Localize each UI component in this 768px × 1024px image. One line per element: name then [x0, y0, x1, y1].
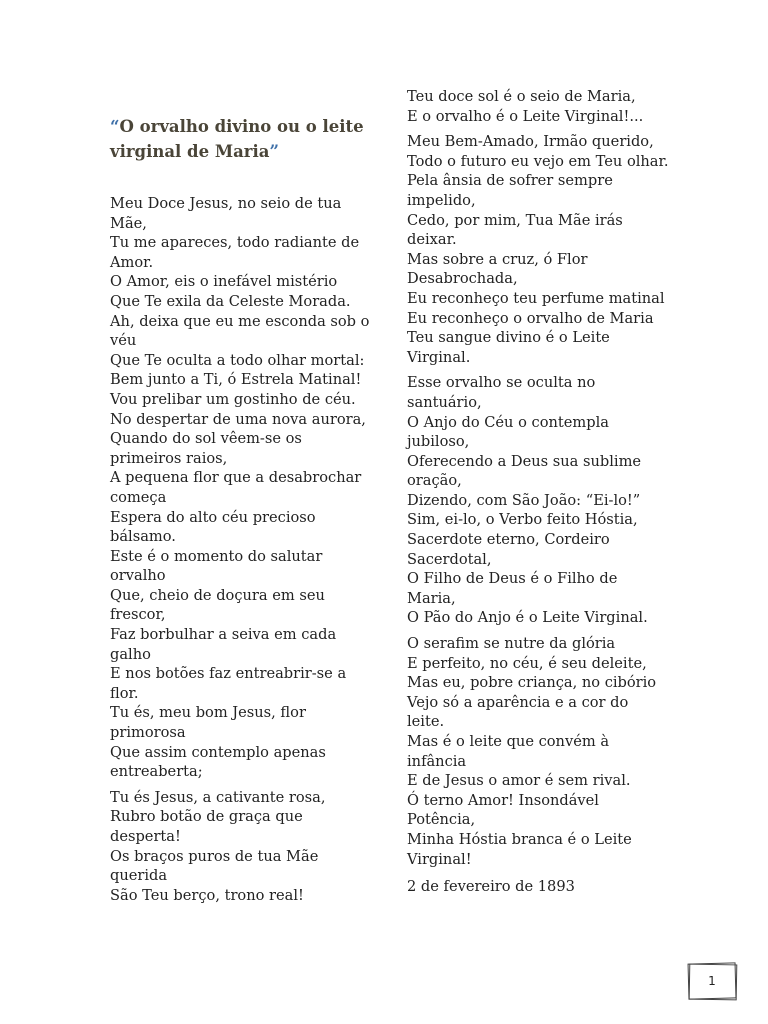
stanza: Tu és Jesus, a cativante rosa, Rubro botão de graça que desperta! Os braços puros de tua Mãe querida São Teu berço, trono real!: [110, 788, 326, 904]
poem-title: [110, 114, 372, 164]
page-number-text: 1: [708, 974, 716, 988]
page-number: [688, 963, 736, 999]
title-close-quote: ”: [269, 142, 279, 161]
right-column: [407, 87, 669, 903]
stanza: Meu Bem-Amado, Irmão querido, Todo o futuro eu vejo em Teu olhar. Pela ânsia de sofrer sempre impelido, Cedo, por mim, Tua Mãe irás deixar. Mas sobre a cruz, ó Flor Desabrochada, Eu reconheço teu perfume matinal Eu reconheço o orvalho de Maria Teu sangue divino é o Leite Virginal.: [407, 133, 669, 366]
stanza: Esse orvalho se oculta no santuário, O Anjo do Céu o contempla jubiloso, Oferecendo a Deus sua sublime oração, Dizendo, com São João: “Ei-lo!” Sim, ei-lo, o Verbo feito Hóstia, Sacerdote eterno, Cordeiro Sacerdotal, O Filho de Deus é o Filho de Maria, O Pão do Anjo é o Leite Virginal.: [407, 374, 648, 627]
stanza: O serafim se nutre da glória E perfeito, no céu, é seu deleite, Mas eu, pobre criança, no cibório Vejo só a aparência e a cor do leite. Mas é o leite que convém à infância E de Jesus o amor é sem rival. Ó terno Amor! Insondável Potência, Minha Hóstia branca é o Leite Virginal!: [407, 635, 657, 868]
stanza: Teu doce sol é o seio de Maria, E o orvalho é o Leite Virginal!...: [407, 88, 644, 125]
poem-date: 2 de fevereiro de 1893: [407, 878, 575, 896]
title-open-quote: “: [110, 117, 120, 136]
title-text: O orvalho divino ou o leite virginal de Maria: [110, 117, 364, 161]
left-column: [110, 114, 372, 911]
stanza: Meu Doce Jesus, no seio de tua Mãe, Tu me apareces, todo radiante de Amor. O Amor, eis o inefável mistério Que Te exila da Celeste Morada. Ah, deixa que eu me esconda sob o véu Que Te oculta a todo olhar mortal: Bem junto a Ti, ó Estrela Matinal! Vou prelibar um gostinho de céu. No despertar de uma nova aurora, Quando do sol vêem-se os primeiros raios, A pequena flor que a desabrochar começa Espera do alto céu precioso bálsamo. Este é o momento do salutar orvalho Que, cheio de doçura em seu frescor, Faz borbulhar a seiva em cada galho E nos botões faz entreabrir-se a flor. Tu és, meu bom Jesus, flor primorosa Que assim contemplo apenas entreaberta;: [110, 195, 370, 781]
